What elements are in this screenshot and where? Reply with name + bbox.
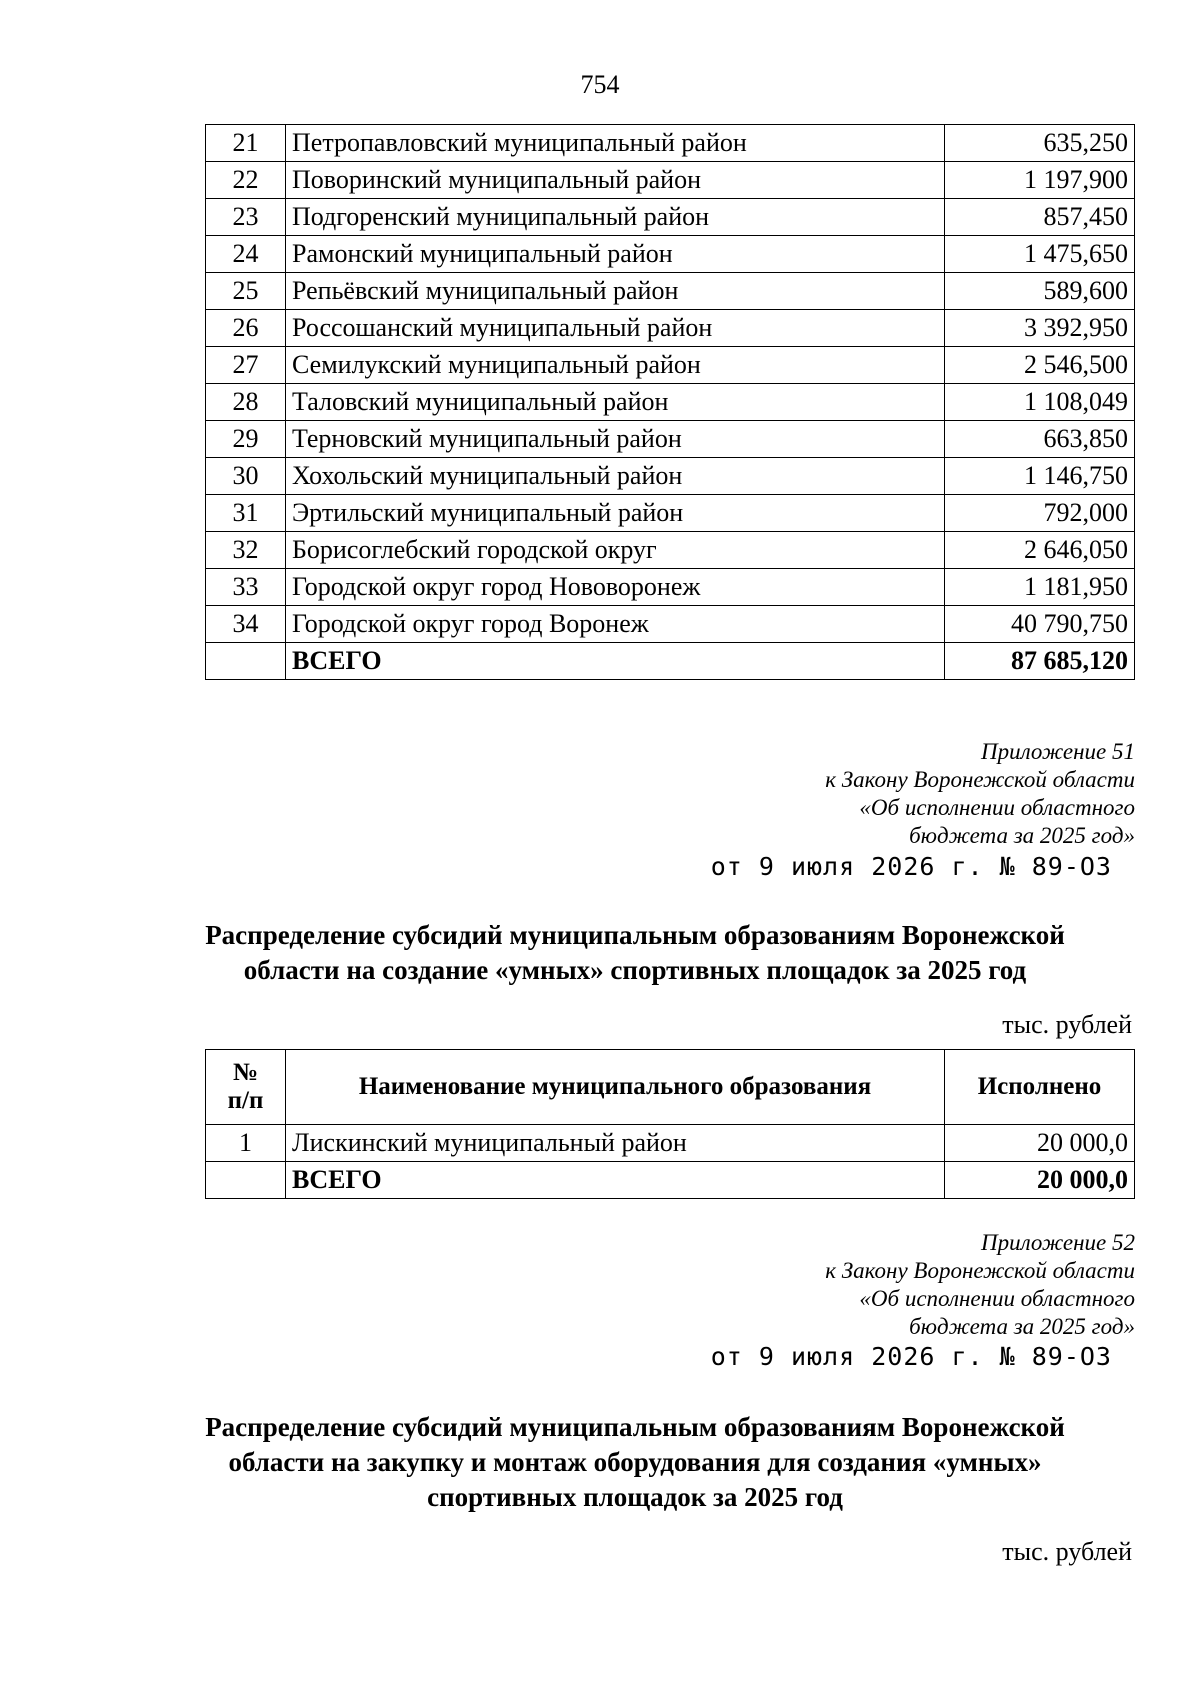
appendix-law-name: «Об исполнении областного [859,1286,1135,1311]
municipality-name-cell: Лискинский муниципальный район [286,1125,945,1162]
row-number-cell: 32 [206,532,286,569]
header-num-abbr: п/п [227,1087,264,1114]
row-number-cell: 31 [206,495,286,532]
appendix-51-caption [825,738,1135,850]
amount-cell: 1 475,650 [945,236,1135,273]
amount-cell: 2 646,050 [945,532,1135,569]
heading-line: области на закупку и монтаж оборудования для создания «умных» [228,1447,1042,1477]
amount-cell: 40 790,750 [945,606,1135,643]
table-row [206,458,1135,495]
row-number-cell: 30 [206,458,286,495]
appendix-52-caption [825,1229,1135,1341]
row-number-cell: 25 [206,273,286,310]
amount-cell: 3 392,950 [945,310,1135,347]
law-date-stamp: от 9 июля 2026 г. № 89-ОЗ [710,1342,1112,1371]
amount-cell: 2 546,500 [945,347,1135,384]
municipality-name-cell: Эртильский муниципальный район [286,495,945,532]
appendix-title: Приложение 52 [980,1230,1135,1255]
total-num-cell [206,1162,286,1199]
row-number-cell: 28 [206,384,286,421]
municipality-name-cell: Петропавловский муниципальный район [286,125,945,162]
amount-cell: 589,600 [945,273,1135,310]
header-value: Исполнено [945,1050,1135,1125]
heading-line: спортивных площадок за 2025 год [427,1482,843,1512]
heading-line: Распределение субсидий муниципальным образованиям Воронежской [205,920,1065,950]
law-date-stamp: от 9 июля 2026 г. № 89-ОЗ [710,852,1112,881]
total-value: 87 685,120 [945,643,1135,680]
appendix-law-name: «Об исполнении областного [859,795,1135,820]
amount-cell: 635,250 [945,125,1135,162]
municipality-name-cell: Хохольский муниципальный район [286,458,945,495]
amount-cell: 1 146,750 [945,458,1135,495]
total-label: ВСЕГО [286,643,945,680]
page-number: 754 [580,70,620,99]
appendix-title: Приложение 51 [980,739,1135,764]
table-row [206,606,1135,643]
table-row [206,162,1135,199]
units-label: тыс. рублей [1002,1010,1132,1039]
table-row [206,384,1135,421]
amount-cell: 663,850 [945,421,1135,458]
table-row [206,199,1135,236]
heading-line: области на создание «умных» спортивных площадок за 2025 год [243,955,1027,985]
municipality-name-cell: Рамонский муниципальный район [286,236,945,273]
amount-cell: 1 197,900 [945,162,1135,199]
amount-cell: 792,000 [945,495,1135,532]
table-row [206,1125,1135,1162]
municipality-name-cell: Семилукский муниципальный район [286,347,945,384]
units-label: тыс. рублей [1002,1537,1132,1566]
table-row [206,495,1135,532]
row-number-cell: 24 [206,236,286,273]
total-num-cell [206,643,286,680]
table-row [206,125,1135,162]
header-name: Наименование муниципального образования [286,1050,945,1125]
table-total-row [206,643,1135,680]
municipality-name-cell: Репьёвский муниципальный район [286,273,945,310]
appendix-law-ref: к Закону Воронежской области [825,767,1135,792]
amount-cell: 857,450 [945,199,1135,236]
section-52-heading [150,1410,1120,1515]
table-row [206,532,1135,569]
row-number-cell: 29 [206,421,286,458]
row-number-cell: 27 [206,347,286,384]
row-number-cell: 26 [206,310,286,347]
subsidy-table-continued [205,124,1135,680]
header-num [206,1050,286,1125]
table-header-row [206,1050,1135,1125]
municipality-name-cell: Терновский муниципальный район [286,421,945,458]
table-row [206,347,1135,384]
appendix-law-name-cont: бюджета за 2025 год» [909,823,1135,848]
municipality-name-cell: Городской округ город Нововоронеж [286,569,945,606]
municipality-name-cell: Борисоглебский городской округ [286,532,945,569]
table-row [206,421,1135,458]
row-number-cell: 1 [206,1125,286,1162]
municipality-name-cell: Поворинский муниципальный район [286,162,945,199]
appendix-law-name-cont: бюджета за 2025 год» [909,1314,1135,1339]
row-number-cell: 23 [206,199,286,236]
table-row [206,273,1135,310]
municipality-name-cell: Россошанский муниципальный район [286,310,945,347]
municipality-name-cell: Подгоренский муниципальный район [286,199,945,236]
municipality-name-cell: Таловский муниципальный район [286,384,945,421]
row-number-cell: 33 [206,569,286,606]
table-row [206,236,1135,273]
table-row [206,569,1135,606]
appendix-law-ref: к Закону Воронежской области [825,1258,1135,1283]
municipality-name-cell: Городской округ город Воронеж [286,606,945,643]
table-total-row [206,1162,1135,1199]
row-number-cell: 21 [206,125,286,162]
section-51-heading [150,918,1120,988]
total-value: 20 000,0 [945,1162,1135,1199]
heading-line: Распределение субсидий муниципальным образованиям Воронежской [205,1412,1065,1442]
total-label: ВСЕГО [286,1162,945,1199]
row-number-cell: 22 [206,162,286,199]
amount-cell: 20 000,0 [945,1125,1135,1162]
amount-cell: 1 181,950 [945,569,1135,606]
header-num-symbol: № [232,1059,259,1086]
row-number-cell: 34 [206,606,286,643]
amount-cell: 1 108,049 [945,384,1135,421]
smart-sport-grounds-table [205,1049,1135,1199]
table-row [206,310,1135,347]
